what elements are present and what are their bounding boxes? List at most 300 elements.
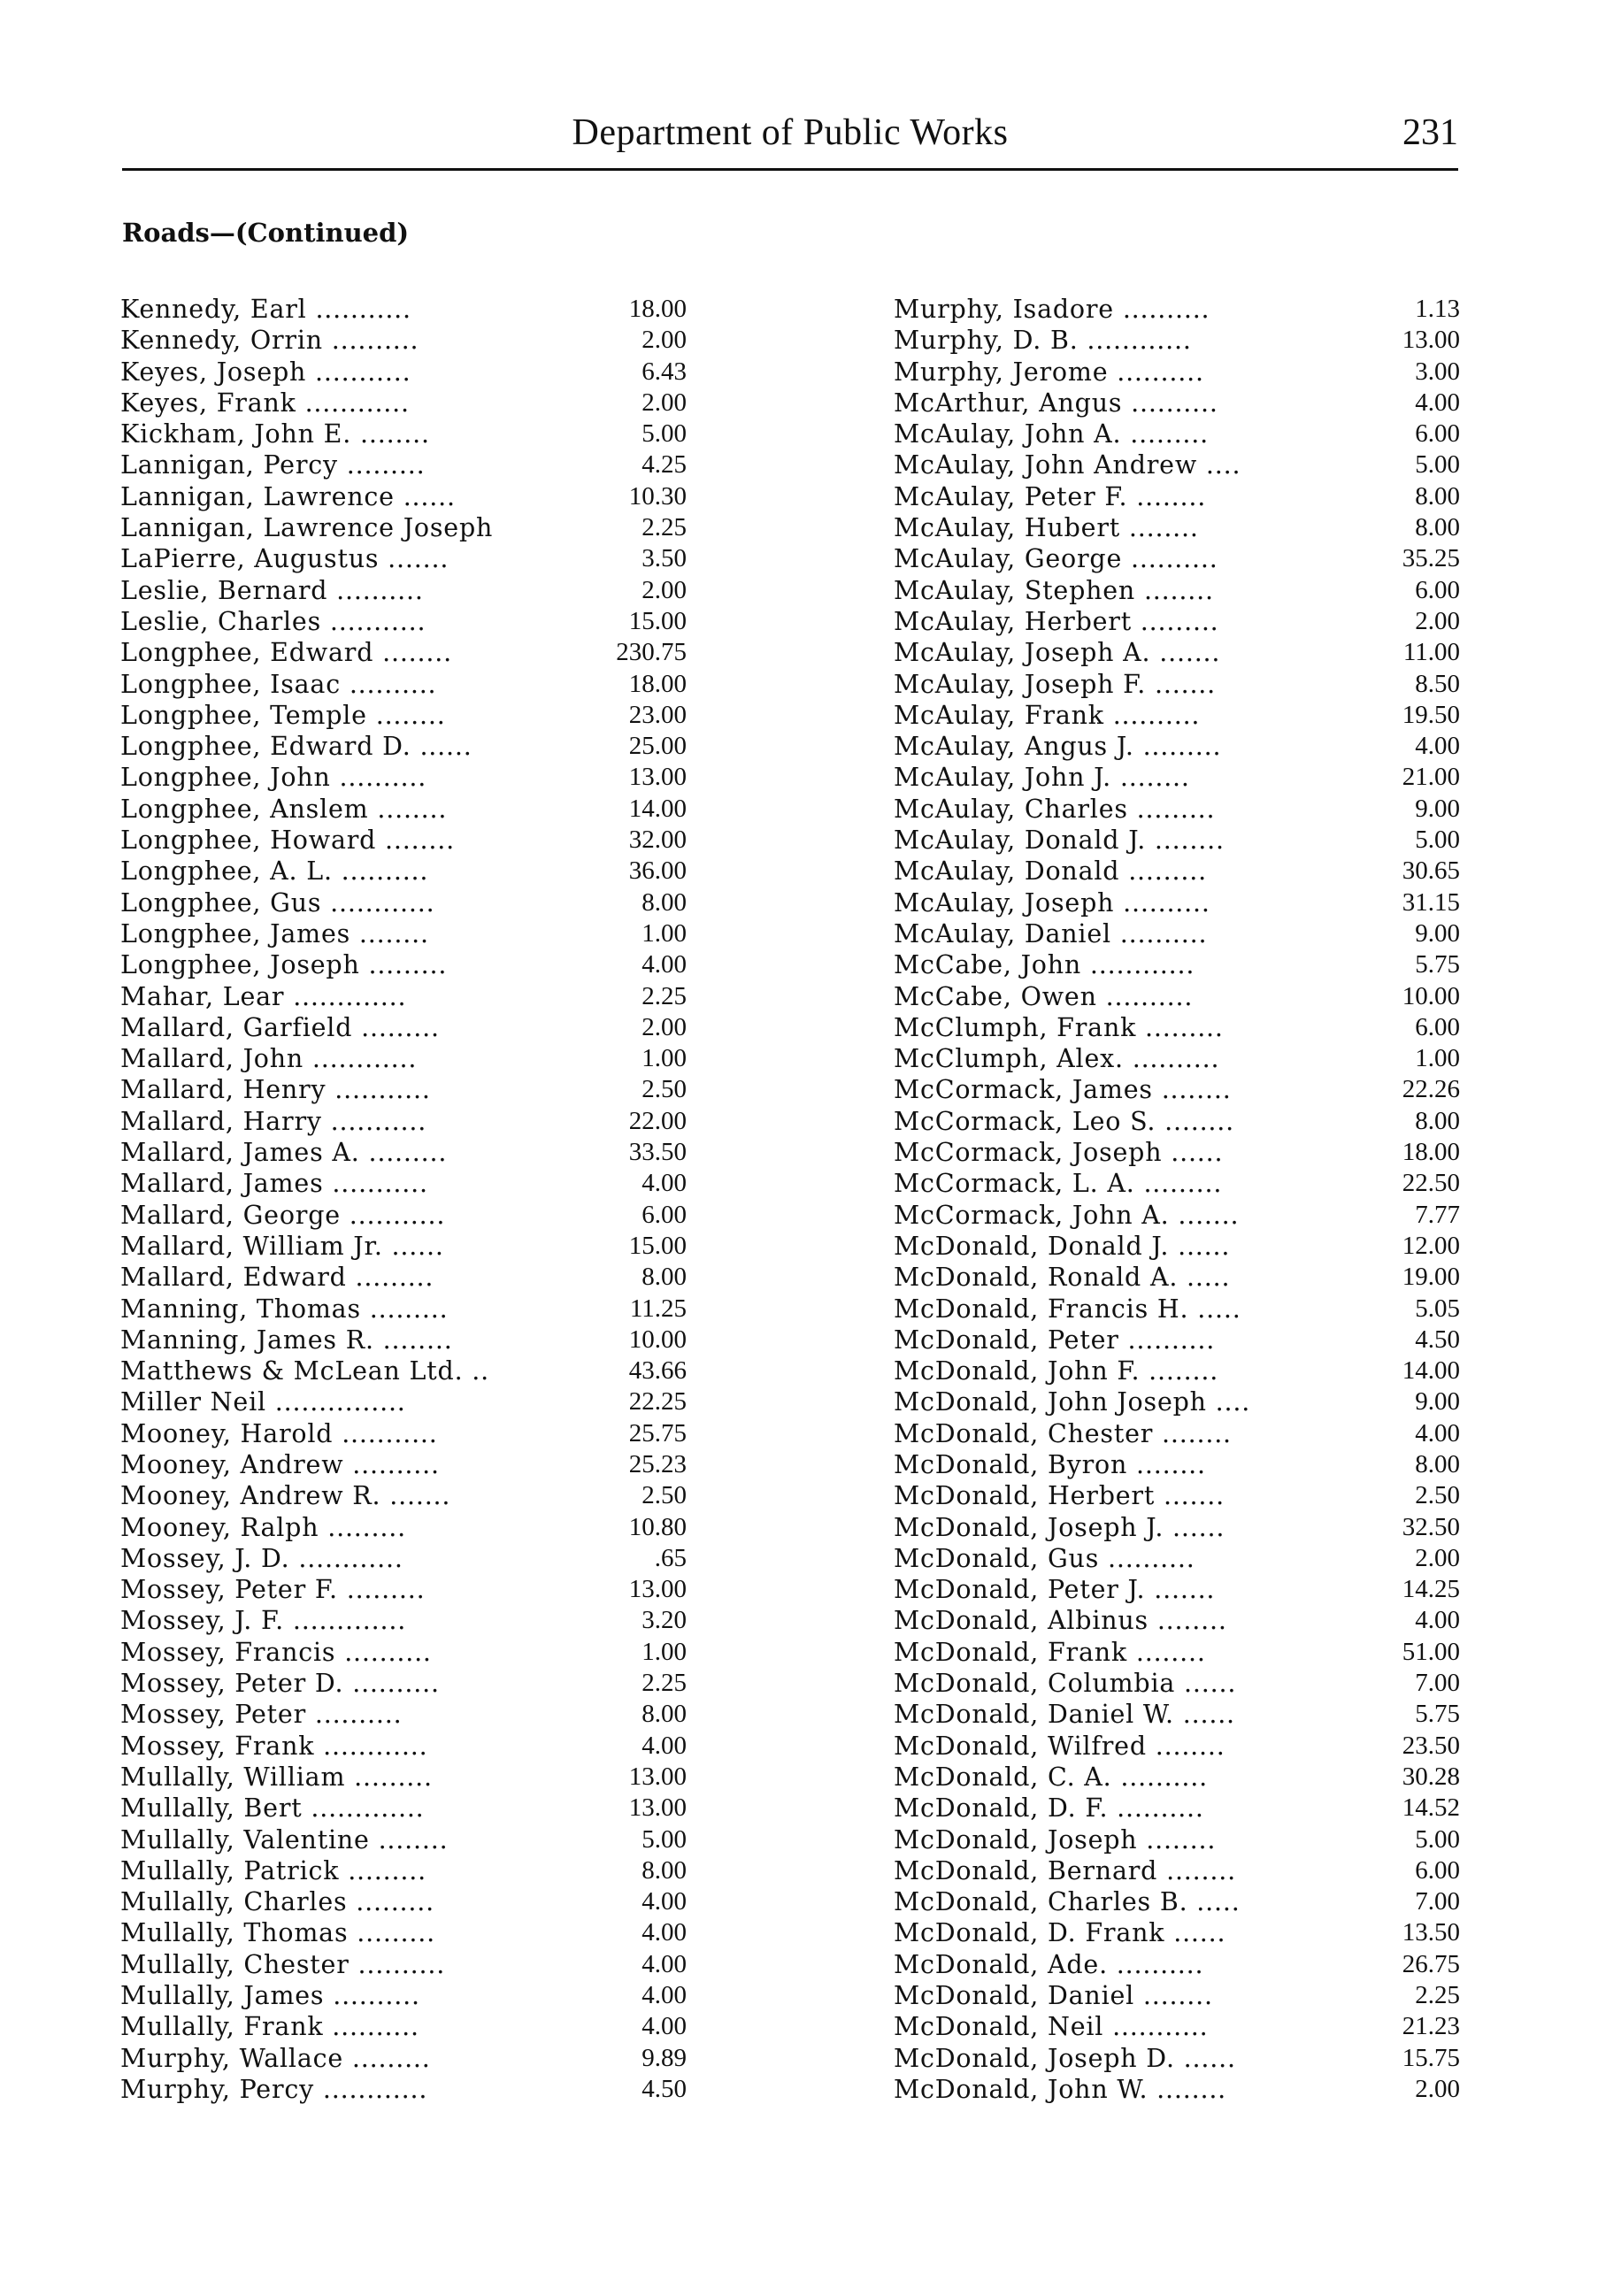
- payment-amount: 6.00: [1415, 1855, 1460, 1885]
- list-item: [120, 419, 687, 449]
- payee-name: Kennedy, Orrin ..........: [120, 326, 419, 356]
- list-item: [894, 1855, 1460, 1886]
- payment-amount: 26.75: [1402, 1949, 1460, 1978]
- payee-name: McAulay, Joseph F. .......: [894, 669, 1217, 699]
- payee-name: Longphee, Gus ............: [120, 887, 435, 918]
- list-item: [120, 1512, 687, 1543]
- payee-name: Mossey, Peter ..........: [120, 1700, 403, 1730]
- payment-amount: 9.00: [1415, 1387, 1460, 1417]
- payment-amount: 4.00: [1415, 732, 1460, 761]
- payee-name: Mallard, Henry ...........: [120, 1075, 431, 1105]
- list-item: [120, 1762, 687, 1793]
- payee-name: Murphy, Percy ............: [120, 2074, 428, 2104]
- payment-amount: 51.00: [1402, 1637, 1460, 1666]
- payment-amount: 22.25: [628, 1387, 687, 1417]
- payment-amount: 19.50: [1402, 700, 1460, 729]
- list-item: [120, 918, 687, 949]
- payment-amount: 2.00: [642, 1012, 687, 1041]
- left-column: [120, 294, 687, 2105]
- payment-amount: 5.00: [642, 1824, 687, 1854]
- payment-amount: 22.50: [1402, 1169, 1460, 1198]
- payment-amount: 2.50: [642, 1075, 687, 1104]
- payee-name: Mullally, Charles .........: [120, 1887, 434, 1917]
- payment-amount: 13.00: [628, 1762, 687, 1791]
- payee-name: Murphy, Isadore ..........: [894, 295, 1210, 324]
- list-item: [894, 1917, 1460, 1948]
- payee-name: Mooney, Andrew R. .......: [120, 1481, 451, 1511]
- payee-name: Mossey, Peter D. ..........: [120, 1669, 440, 1699]
- payment-amount: 13.50: [1402, 1918, 1460, 1947]
- list-item: [894, 1793, 1460, 1824]
- payment-amount: 32.50: [1402, 1512, 1460, 1541]
- payee-name: Longphee, Howard ........: [120, 825, 455, 856]
- list-item: [120, 1231, 687, 1262]
- payment-amount: 11.25: [629, 1294, 687, 1323]
- list-item: [894, 1231, 1460, 1262]
- payee-name: McDonald, Ronald A. .....: [894, 1263, 1231, 1293]
- list-item: [120, 1668, 687, 1699]
- list-item: [894, 1980, 1460, 2011]
- payment-amount: 15.75: [1402, 2043, 1460, 2072]
- payee-name: McAulay, Frank ..........: [894, 700, 1201, 730]
- payment-amount: 4.00: [642, 1981, 687, 2010]
- payee-name: Longphee, Joseph .........: [120, 950, 448, 980]
- payee-name: Mahar, Lear .............: [120, 981, 407, 1011]
- list-item: [120, 606, 687, 637]
- list-item: [894, 1886, 1460, 1917]
- payee-name: McDonald, Byron ........: [894, 1449, 1206, 1479]
- list-item: [120, 2043, 687, 2074]
- payee-name: Mallard, George ...........: [120, 1200, 446, 1230]
- payment-amount: 1.00: [642, 918, 687, 948]
- payment-amount: 10.00: [628, 1325, 687, 1354]
- page-number: 231: [1402, 112, 1458, 153]
- payment-amount: 4.00: [642, 1949, 687, 1978]
- list-item: [894, 1200, 1460, 1231]
- payment-amount: 5.00: [642, 419, 687, 449]
- payment-amount: 8.00: [1415, 1106, 1460, 1135]
- header-rule: [122, 168, 1458, 171]
- list-item: [120, 2074, 687, 2105]
- list-item: [120, 731, 687, 762]
- list-item: [894, 388, 1460, 419]
- payee-name: McDonald, Francis H. .....: [894, 1294, 1241, 1324]
- payment-amount: 9.00: [1415, 918, 1460, 948]
- payee-name: Longphee, A. L. ..........: [120, 856, 429, 887]
- payee-name: McAulay, Charles .........: [894, 794, 1216, 824]
- list-item: [120, 1699, 687, 1730]
- list-item: [120, 1386, 687, 1417]
- list-item: [894, 1418, 1460, 1449]
- payee-name: Keyes, Joseph ...........: [120, 357, 411, 387]
- list-item: [120, 388, 687, 419]
- payee-name: Mossey, J. D. ............: [120, 1543, 403, 1573]
- section-heading: Roads—(Continued): [122, 218, 410, 248]
- payee-name: McClumph, Alex. ..........: [894, 1044, 1220, 1074]
- list-item: [120, 325, 687, 356]
- page-title: Department of Public Works: [572, 112, 1009, 153]
- list-item: [894, 731, 1460, 762]
- payee-name: McDonald, Chester ........: [894, 1418, 1232, 1448]
- payee-name: Mooney, Ralph .........: [120, 1512, 406, 1542]
- payee-name: McDonald, Donald J. ......: [894, 1231, 1231, 1261]
- payee-name: Leslie, Bernard ..........: [120, 575, 424, 605]
- right-column: [894, 294, 1460, 2105]
- list-item: [120, 1543, 687, 1574]
- list-item: [894, 1699, 1460, 1730]
- payee-name: Mullally, Bert .............: [120, 1793, 425, 1824]
- payment-amount: 10.30: [628, 481, 687, 511]
- list-item: [120, 1325, 687, 1355]
- payment-amount: 10.80: [628, 1512, 687, 1541]
- list-item: [894, 637, 1460, 668]
- payment-amount: 18.00: [1402, 1138, 1460, 1167]
- list-item: [894, 1731, 1460, 1762]
- list-item: [120, 1886, 687, 1917]
- payee-name: McDonald, Frank ........: [894, 1637, 1206, 1667]
- payee-name: McDonald, Daniel W. ......: [894, 1700, 1235, 1730]
- payment-amount: 25.75: [628, 1418, 687, 1447]
- payment-amount: 22.00: [628, 1106, 687, 1135]
- list-item: [120, 1200, 687, 1231]
- list-item: [894, 1168, 1460, 1199]
- payee-name: Miller Neil ...............: [120, 1387, 406, 1417]
- list-item: [120, 1731, 687, 1762]
- payee-name: McDonald, John F. ........: [894, 1356, 1219, 1386]
- payee-name: McAulay, Joseph A. .......: [894, 638, 1221, 668]
- payee-name: McDonald, Ade. ..........: [894, 1949, 1204, 1979]
- payee-name: McDonald, Gus ..........: [894, 1543, 1195, 1573]
- list-item: [120, 1855, 687, 1886]
- payee-name: Mullally, Thomas .........: [120, 1918, 435, 1948]
- list-item: [894, 1543, 1460, 1574]
- list-item: [894, 1824, 1460, 1855]
- payee-name: Kennedy, Earl ...........: [120, 295, 411, 324]
- payment-amount: 5.05: [1415, 1294, 1460, 1323]
- list-item: [894, 2011, 1460, 2042]
- payee-name: Mossey, Frank ............: [120, 1731, 428, 1761]
- payment-amount: 8.00: [1415, 481, 1460, 511]
- list-item: [894, 481, 1460, 512]
- payment-amount: 23.50: [1402, 1731, 1460, 1760]
- payment-amount: 4.50: [642, 2074, 687, 2103]
- payment-amount: 14.25: [1402, 1575, 1460, 1604]
- payment-amount: 4.00: [642, 1731, 687, 1760]
- payee-name: Keyes, Frank ............: [120, 388, 410, 418]
- payee-name: Longphee, Temple ........: [120, 700, 446, 730]
- list-item: [120, 357, 687, 388]
- list-item: [120, 1262, 687, 1293]
- payment-amount: 13.00: [628, 1575, 687, 1604]
- payee-name: McCormack, Joseph ......: [894, 1138, 1224, 1168]
- list-item: [894, 1043, 1460, 1074]
- payment-amount: 22.26: [1402, 1075, 1460, 1104]
- payment-amount: 1.00: [1415, 1044, 1460, 1073]
- payment-amount: 4.00: [642, 1887, 687, 1916]
- payment-amount: 5.75: [1415, 950, 1460, 979]
- payment-amount: 33.50: [628, 1138, 687, 1167]
- list-item: [894, 1668, 1460, 1699]
- payee-name: Mullally, Valentine ........: [120, 1824, 449, 1854]
- payee-name: McAulay, Stephen ........: [894, 575, 1214, 605]
- list-item: [120, 1574, 687, 1605]
- payee-name: McAulay, George ..........: [894, 544, 1218, 574]
- payee-name: McAulay, John Andrew ....: [894, 450, 1241, 480]
- list-item: [120, 1917, 687, 1948]
- payment-amount: 25.23: [628, 1449, 687, 1478]
- list-item: [894, 669, 1460, 700]
- payment-amount: 43.66: [628, 1356, 687, 1386]
- payment-amount: 14.00: [628, 794, 687, 823]
- list-item: [894, 606, 1460, 637]
- payment-amount: 15.00: [628, 606, 687, 635]
- list-item: [120, 1449, 687, 1480]
- payment-amount: 2.25: [642, 1669, 687, 1698]
- payment-amount: 4.00: [642, 2012, 687, 2041]
- payment-amount: 1.13: [1415, 295, 1460, 323]
- payee-name: McDonald, Bernard ........: [894, 1855, 1236, 1885]
- payment-amount: 8.00: [642, 1263, 687, 1292]
- payee-name: Mallard, Harry ...........: [120, 1106, 427, 1136]
- payment-amount: 2.25: [642, 513, 687, 542]
- payment-amount: 10.00: [1402, 981, 1460, 1010]
- payment-amount: 2.00: [642, 575, 687, 604]
- list-item: [120, 825, 687, 856]
- payment-amount: 8.50: [1415, 669, 1460, 698]
- payee-name: Mallard, James ...........: [120, 1169, 428, 1199]
- payee-name: McAulay, Donald .........: [894, 856, 1207, 887]
- list-item: [894, 1512, 1460, 1543]
- payee-name: McAulay, Herbert .........: [894, 606, 1219, 636]
- payee-name: Leslie, Charles ...........: [120, 606, 426, 636]
- payee-name: McDonald, D. F. ..........: [894, 1793, 1204, 1824]
- list-item: [120, 294, 687, 325]
- payment-amount: 18.00: [628, 295, 687, 323]
- payee-name: Longphee, James ........: [120, 918, 429, 948]
- list-item: [120, 2011, 687, 2042]
- payee-name: Manning, James R. ........: [120, 1325, 453, 1355]
- payee-name: Mooney, Harold ...........: [120, 1418, 438, 1448]
- payee-name: McDonald, D. Frank ......: [894, 1918, 1226, 1948]
- payment-amount: 36.00: [628, 856, 687, 886]
- list-item: [894, 794, 1460, 825]
- list-item: [120, 1012, 687, 1043]
- payment-amount: 21.23: [1402, 2012, 1460, 2041]
- list-item: [120, 794, 687, 825]
- payee-name: Lannigan, Lawrence Joseph: [120, 513, 494, 543]
- payee-name: McAulay, Peter F. ........: [894, 481, 1207, 511]
- list-item: [894, 2074, 1460, 2105]
- list-item: [120, 1949, 687, 1980]
- page-header: [122, 108, 1458, 161]
- payee-name: McCormack, L. A. .........: [894, 1169, 1223, 1199]
- list-item: [894, 825, 1460, 856]
- list-item: [894, 762, 1460, 793]
- payment-amount: 6.00: [1415, 419, 1460, 449]
- list-item: [894, 1637, 1460, 1668]
- payee-name: Mallard, James A. .........: [120, 1138, 448, 1168]
- payee-name: McClumph, Frank .........: [894, 1012, 1224, 1042]
- payment-amount: 32.00: [628, 825, 687, 855]
- list-item: [894, 1137, 1460, 1168]
- payee-name: McAulay, Donald J. ........: [894, 825, 1225, 856]
- list-item: [894, 543, 1460, 574]
- payment-amount: 2.00: [1415, 1543, 1460, 1572]
- payee-name: McArthur, Angus ..........: [894, 388, 1218, 418]
- payee-name: Mallard, Edward .........: [120, 1263, 434, 1293]
- list-item: [120, 543, 687, 574]
- list-item: [120, 887, 687, 918]
- list-item: [894, 1762, 1460, 1793]
- payee-name: Mallard, William Jr. ......: [120, 1231, 444, 1261]
- payment-amount: 4.25: [642, 450, 687, 480]
- payee-name: Longphee, John ..........: [120, 763, 427, 793]
- list-item: [120, 1043, 687, 1074]
- payment-amount: 8.00: [1415, 1449, 1460, 1478]
- payee-name: McDonald, Joseph D. ......: [894, 2043, 1236, 2073]
- payment-amount: 8.00: [642, 887, 687, 917]
- payee-name: McDonald, Peter J. .......: [894, 1575, 1216, 1605]
- list-item: [120, 1074, 687, 1105]
- payee-name: Lannigan, Lawrence ......: [120, 481, 456, 511]
- list-item: [120, 1168, 687, 1199]
- list-item: [894, 887, 1460, 918]
- payee-name: McDonald, John Joseph ....: [894, 1387, 1251, 1417]
- list-item: [120, 1418, 687, 1449]
- payee-name: McAulay, Angus J. .........: [894, 732, 1222, 762]
- payment-amount: 14.52: [1402, 1793, 1460, 1823]
- list-item: [120, 981, 687, 1012]
- payee-name: McAulay, Joseph ..........: [894, 887, 1210, 918]
- payee-name: Mullally, Patrick .........: [120, 1855, 426, 1885]
- payee-name: Lannigan, Percy .........: [120, 450, 426, 480]
- payment-amount: 3.20: [642, 1606, 687, 1635]
- payment-amount: 18.00: [628, 669, 687, 698]
- list-item: [894, 325, 1460, 356]
- payment-amount: 6.00: [1415, 1012, 1460, 1041]
- payee-name: McDonald, Charles B. .....: [894, 1887, 1241, 1917]
- payee-name: Mullally, Frank ..........: [120, 2012, 419, 2042]
- list-item: [120, 449, 687, 480]
- list-item: [120, 481, 687, 512]
- payee-name: Longphee, Isaac ..........: [120, 669, 437, 699]
- payee-name: McCormack, Leo S. ........: [894, 1106, 1235, 1136]
- list-item: [894, 575, 1460, 606]
- list-item: [120, 1605, 687, 1636]
- payment-amount: 13.00: [628, 763, 687, 792]
- list-item: [894, 1106, 1460, 1137]
- payee-name: Mossey, Francis ..........: [120, 1637, 432, 1667]
- payee-name: Murphy, Jerome ..........: [894, 357, 1204, 387]
- payment-amount: 5.00: [1415, 1824, 1460, 1854]
- payment-amount: 230.75: [616, 638, 687, 667]
- list-item: [120, 1824, 687, 1855]
- list-item: [894, 949, 1460, 980]
- payee-name: Mullally, Chester ..........: [120, 1949, 446, 1979]
- payment-amount: 4.00: [642, 1918, 687, 1947]
- payee-name: McDonald, Joseph J. ......: [894, 1512, 1225, 1542]
- payee-name: McDonald, Joseph ........: [894, 1824, 1217, 1854]
- payee-name: Mullally, James ..........: [120, 1981, 420, 2011]
- payment-amount: 1.00: [642, 1637, 687, 1666]
- payee-name: McDonald, Herbert .......: [894, 1481, 1225, 1511]
- list-item: [894, 1386, 1460, 1417]
- payee-name: McAulay, Hubert ........: [894, 513, 1199, 543]
- list-item: [120, 669, 687, 700]
- list-item: [120, 1637, 687, 1668]
- payee-name: Mullally, William .........: [120, 1762, 433, 1792]
- payee-name: McDonald, Columbia ......: [894, 1669, 1237, 1699]
- payment-amount: 2.25: [642, 981, 687, 1010]
- payment-amount: 4.00: [1415, 388, 1460, 417]
- payment-amount: 4.50: [1415, 1325, 1460, 1354]
- payee-name: McDonald, Albinus ........: [894, 1606, 1227, 1636]
- payee-name: McCabe, John ............: [894, 950, 1195, 980]
- payee-name: Murphy, D. B. ............: [894, 326, 1192, 356]
- payee-name: Longphee, Anslem ........: [120, 794, 448, 824]
- list-item: [894, 1355, 1460, 1386]
- payment-amount: 4.00: [642, 1169, 687, 1198]
- payment-amount: 11.00: [1402, 638, 1460, 667]
- payee-name: McDonald, Daniel ........: [894, 1981, 1213, 2011]
- payment-amount: 15.00: [628, 1231, 687, 1260]
- list-item: [120, 512, 687, 543]
- payment-amount: 23.00: [628, 700, 687, 729]
- payment-amount: 12.00: [1402, 1231, 1460, 1260]
- list-item: [120, 949, 687, 980]
- payee-name: McAulay, Daniel ..........: [894, 918, 1208, 948]
- payee-name: Manning, Thomas .........: [120, 1294, 449, 1324]
- payment-amount: .65: [654, 1543, 687, 1572]
- list-item: [894, 981, 1460, 1012]
- list-item: [894, 419, 1460, 449]
- payment-amount: 30.28: [1402, 1762, 1460, 1791]
- list-item: [120, 856, 687, 887]
- list-item: [894, 294, 1460, 325]
- list-item: [120, 1980, 687, 2011]
- payment-amount: 8.00: [1415, 513, 1460, 542]
- payment-amount: 2.00: [1415, 2074, 1460, 2103]
- list-item: [120, 1294, 687, 1325]
- payee-name: McDonald, Peter ..........: [894, 1325, 1216, 1355]
- payment-amount: 30.65: [1402, 856, 1460, 886]
- list-item: [894, 1949, 1460, 1980]
- list-item: [894, 918, 1460, 949]
- list-item: [894, 1449, 1460, 1480]
- payee-name: McDonald, John W. ........: [894, 2074, 1227, 2104]
- payment-amount: 9.00: [1415, 794, 1460, 823]
- list-item: [894, 856, 1460, 887]
- payee-name: Murphy, Wallace .........: [120, 2043, 431, 2073]
- payment-amount: 3.00: [1415, 357, 1460, 386]
- list-item: [894, 1325, 1460, 1355]
- payment-amount: 5.75: [1415, 1700, 1460, 1729]
- list-item: [894, 1480, 1460, 1511]
- payment-amount: 7.77: [1415, 1200, 1460, 1229]
- payment-amount: 2.50: [642, 1481, 687, 1510]
- payment-amount: 2.00: [1415, 606, 1460, 635]
- payment-amount: 19.00: [1402, 1263, 1460, 1292]
- payee-name: Mooney, Andrew ..........: [120, 1449, 440, 1479]
- list-item: [894, 1262, 1460, 1293]
- payment-amount: 25.00: [628, 732, 687, 761]
- list-item: [120, 1355, 687, 1386]
- list-item: [120, 1480, 687, 1511]
- payee-name: Mallard, Garfield .........: [120, 1012, 440, 1042]
- payment-amount: 31.15: [1402, 887, 1460, 917]
- payment-amount: 8.00: [642, 1700, 687, 1729]
- list-item: [120, 762, 687, 793]
